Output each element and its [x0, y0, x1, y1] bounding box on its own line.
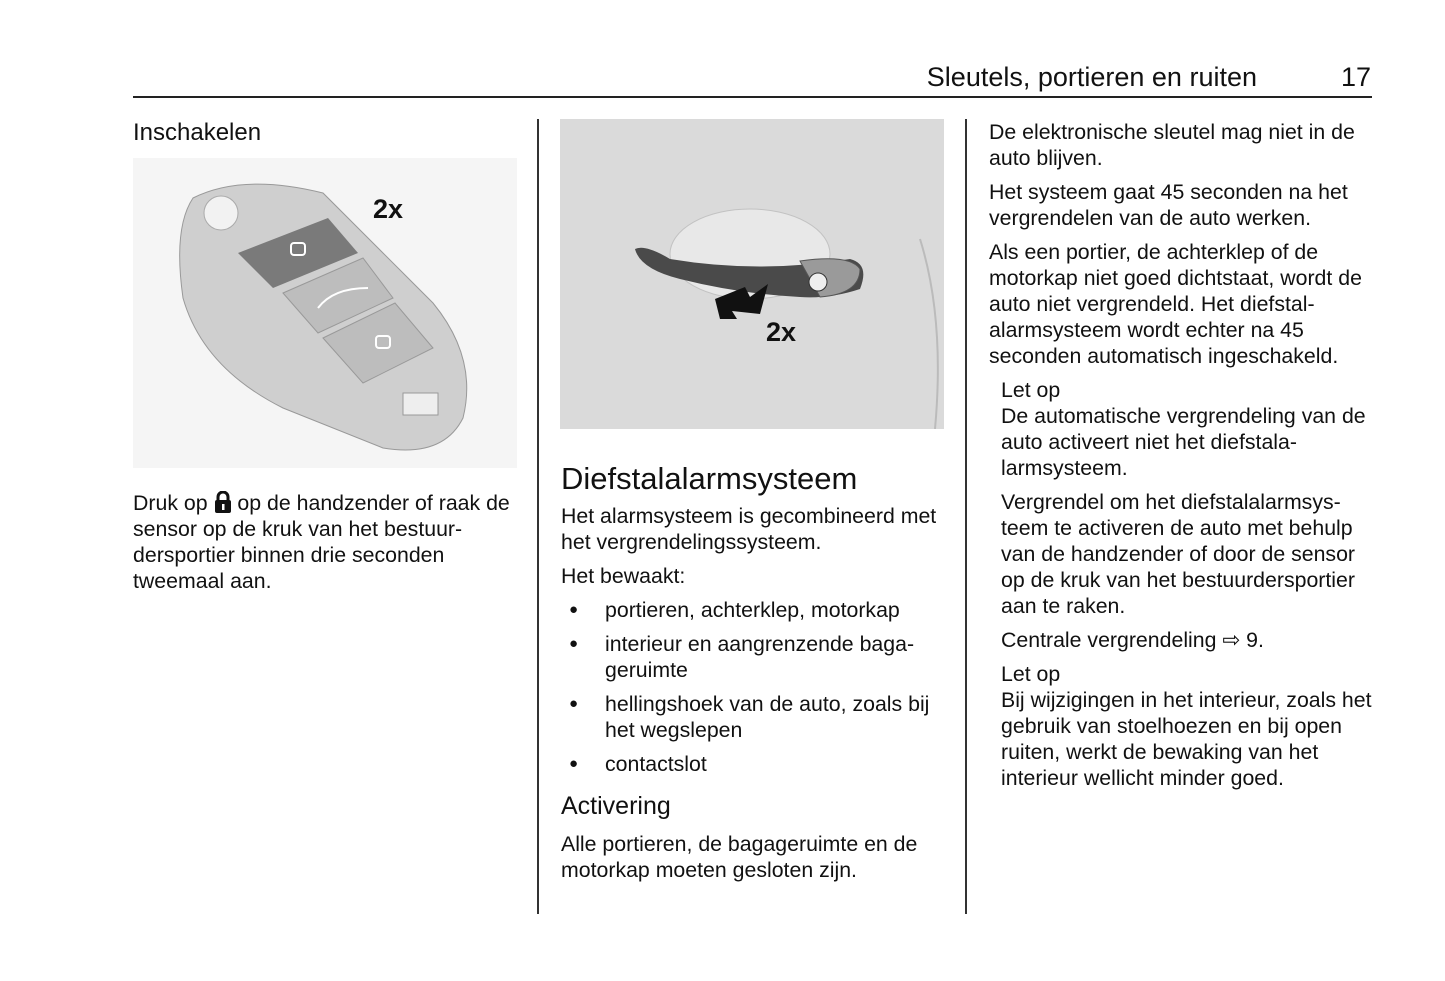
arrow-right-icon: ⇨: [1222, 628, 1241, 652]
lock-icon: [214, 491, 232, 513]
section-heading: Inschakelen: [133, 119, 262, 146]
monitored-list: [561, 597, 945, 777]
page-number: 17: [1340, 62, 1371, 92]
key-fob-illustration: [133, 158, 517, 468]
left-column: [133, 120, 519, 602]
door-handle-icon: [560, 119, 944, 429]
press-count-label: 2x: [766, 317, 797, 347]
intro-text: Het alarmsysteem is gecombineerd met het vergrendelingssysteem.: [561, 504, 937, 554]
note-text: Bij wijzigingen in het interieur, zoals het gebruik van stoelhoezen en bij open ruiten, werkt de bewaking van het interieur wellicht minder goed.: [1001, 688, 1372, 790]
column-divider: [537, 119, 539, 914]
paragraph: Het systeem gaat 45 seconden na het vergrendelen van de auto werken.: [989, 180, 1348, 230]
note-label: Let op: [1001, 378, 1061, 402]
header-rule: [133, 96, 1372, 98]
list-item: ● hellingshoek van de auto, zoals bij het wegslepen: [561, 691, 945, 743]
instruction-start: Druk op: [133, 491, 208, 515]
note-text: De automatische vergrendeling van de auto activeert niet het diefstalalarmsysteem.: [1001, 404, 1366, 480]
door-handle-illustration: [560, 119, 944, 429]
key-fob-icon: [133, 158, 517, 468]
column-divider: [965, 119, 967, 914]
list-item: ● portieren, achterklep, motorkap: [561, 597, 945, 623]
note-label: Let op: [1001, 662, 1061, 686]
instruction-end: op de handzender of raak de sensor op de kruk van het bestuurdersportier binnen drie seconden tweemaal aan.: [133, 491, 510, 593]
instruction-text: [133, 490, 519, 594]
middle-column: [561, 119, 945, 891]
press-count-label: 2x: [373, 194, 404, 224]
paragraph: Vergrendel om het diefstalalarmsysteem te activeren de auto met behulp van de handzender of door de sensor op de kruk van het bestuurdersportier aan te raken.: [1001, 490, 1356, 618]
right-column: [989, 119, 1377, 799]
cross-reference[interactable]: [1001, 627, 1377, 653]
section-title: Diefstalalarmsysteem: [561, 461, 858, 496]
activation-text: Alle portieren, de bagageruimte en de motorkap moeten gesloten zijn.: [561, 832, 918, 882]
paragraph: De elektronische sleutel mag niet in de auto blijven.: [989, 120, 1355, 170]
watches-label: Het bewaakt:: [561, 564, 686, 588]
list-item: ● contactslot: [561, 751, 945, 777]
note-box: [1001, 377, 1377, 791]
chapter-title: Sleutels, portieren en ruiten: [926, 62, 1257, 92]
subheading: Activering: [561, 792, 671, 820]
xref-page: 9.: [1246, 628, 1264, 652]
list-item: ● interieur en aangrenzende bagageruimte: [561, 631, 945, 683]
xref-text: Centrale vergrendeling: [1001, 628, 1217, 652]
paragraph: Als een portier, de achterklep of de motorkap niet goed dichtstaat, wordt de auto niet vergrendeld. Het diefstalalarmsysteem wordt echter na 45 seconden automatisch ingeschakeld.: [989, 240, 1362, 368]
